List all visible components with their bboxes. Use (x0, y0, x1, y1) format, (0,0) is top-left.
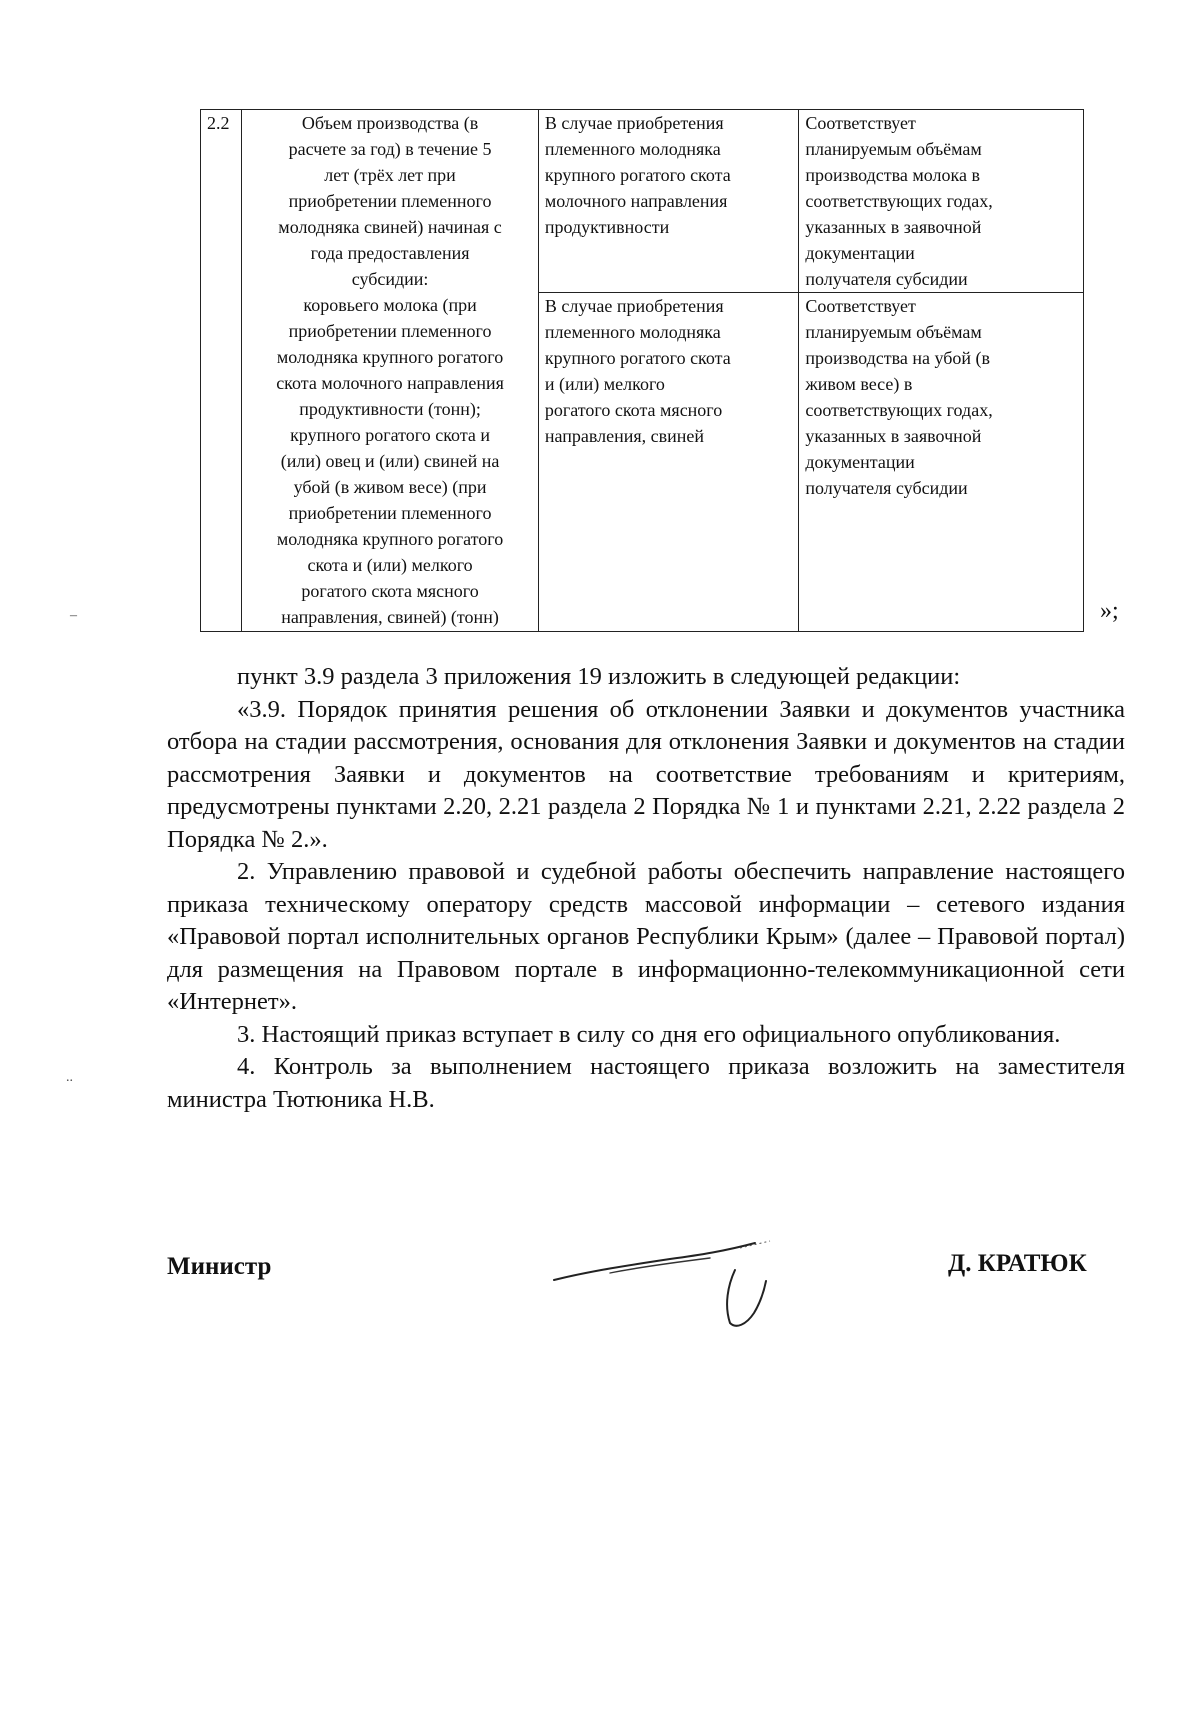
cell-text-line: приобретении племенного (288, 321, 492, 341)
amendment-intro-paragraph: пункт 3.9 раздела 3 приложения 19 изложить в следующей редакции: (237, 663, 961, 690)
cell-text-line: документации (805, 243, 915, 263)
margin-mark: .. (66, 1070, 73, 1085)
indicator-cell (242, 110, 539, 632)
cell-text-line: племенного молодняка (544, 322, 721, 342)
row-number: 2.2 (207, 113, 230, 133)
cell-text-line: живом весе) в (805, 374, 913, 394)
closing-quote: »; (1100, 598, 1119, 624)
cell-text-line: молодняка крупного рогатого (276, 347, 504, 367)
signatory-role: Министр (167, 1253, 272, 1280)
cell-text-line: крупного рогатого скота и (290, 425, 491, 445)
cell-text-line: крупного рогатого скота (544, 165, 731, 185)
cell-text-line: Объем производства (в (301, 113, 479, 133)
case-cell-dairy (538, 110, 798, 293)
cell-text-line: молодняка крупного рогатого (276, 529, 504, 549)
publication-order-paragraph: 2. Управлению правовой и судебной работы обеспечить направление настоящего приказа техническому оператору средств массовой информации – сетевого издания «Правовой портал исполнительных органов Республики Крым» (далее – Правовой портал) для размещения на Правовом портале в информационно-телекоммуникационной сети «Интернет». (167, 858, 1125, 1015)
cell-text-line: производства на убой (в (805, 348, 991, 368)
margin-mark: – (70, 608, 77, 623)
cell-text-line: получателя субсидии (805, 478, 968, 498)
cell-text-line: документации (805, 452, 915, 472)
indicator-text (248, 110, 532, 630)
cell-text-line: соответствующих годах, (805, 191, 993, 211)
value-cell-dairy (799, 110, 1084, 293)
cell-text-line: коровьего молока (при (303, 295, 477, 315)
cell-text-line: крупного рогатого скота (544, 348, 731, 368)
cell-text-line: указанных в заявочной (805, 426, 982, 446)
cell-text-line: В случае приобретения (544, 113, 724, 133)
handwritten-signature (550, 1225, 780, 1335)
cell-text-line: года предоставления (310, 243, 470, 263)
cell-text-line: лет (трёх лет при (324, 165, 456, 185)
cell-text-line: планируемым объёмам (805, 139, 982, 159)
cell-text-line: скота и (или) мелкого (307, 555, 473, 575)
cell-text-line: Соответствует (805, 113, 916, 133)
value-cell-meat (799, 293, 1084, 632)
cell-text-line: убой (в живом весе) (при (293, 477, 487, 497)
amendment-text-paragraph: «3.9. Порядок принятия решения об отклонении Заявки и документов участника отбора на стадии рассмотрения, основания для отклонения Заявки и документов на стадии рассмотрения Заявки и документов на соответствие требованиям и критериям, предусмотрены пунктами 2.20, 2.21 раздела 2 Порядка № 1 и пунктами 2.21, 2.22 раздела 2 Порядка № 2.». (167, 695, 1125, 853)
cell-text-line: субсидии: (351, 269, 429, 289)
control-paragraph: 4. Контроль за выполнением настоящего приказа возложить на заместителя министра Тютюника Н.В. (167, 1053, 1125, 1113)
case-cell-meat (538, 293, 798, 632)
cell-text-line: получателя субсидии (805, 269, 968, 289)
cell-text-line: молочного направления (544, 191, 728, 211)
cell-text-line: скота молочного направления (276, 373, 504, 393)
cell-text-line: продуктивности (тонн); (299, 399, 481, 419)
cell-text-line: молодняка свиней) начиная с (278, 217, 502, 237)
cell-text-line: (или) овец и (или) свиней на (280, 451, 500, 471)
cell-text-line: Соответствует (805, 296, 916, 316)
cell-text-line: направления, свиней (544, 426, 705, 446)
case-text-meat (545, 293, 792, 449)
case-text-dairy (545, 110, 792, 240)
value-text-meat (805, 293, 1077, 501)
cell-text-line: продуктивности (544, 217, 670, 237)
cell-text-line: производства молока в (805, 165, 980, 185)
cell-text-line: и (или) мелкого (544, 374, 665, 394)
criteria-table-wrapper (200, 109, 1084, 632)
cell-text-line: рогатого скота мясного (301, 581, 479, 601)
cell-text-line: рогатого скота мясного (544, 400, 723, 420)
table-row (201, 110, 1084, 293)
effective-date-paragraph: 3. Настоящий приказ вступает в силу со дня его официального опубликования. (237, 1020, 1061, 1048)
cell-text-line: направления, свиней) (тонн) (281, 607, 499, 627)
document-body (167, 661, 1125, 1116)
cell-text-line: приобретении племенного (288, 191, 492, 211)
row-number-cell (201, 110, 242, 632)
cell-text-line: приобретении племенного (288, 503, 492, 523)
cell-text-line: соответствующих годах, (805, 400, 993, 420)
cell-text-line: указанных в заявочной (805, 217, 982, 237)
cell-text-line: планируемым объёмам (805, 322, 982, 342)
cell-text-line: племенного молодняка (544, 139, 721, 159)
signatory-name: Д. КРАТЮК (948, 1250, 1087, 1277)
value-text-dairy (805, 110, 1077, 292)
cell-text-line: расчете за год) в течение 5 (288, 139, 492, 159)
criteria-table (200, 109, 1084, 632)
cell-text-line: В случае приобретения (544, 296, 724, 316)
